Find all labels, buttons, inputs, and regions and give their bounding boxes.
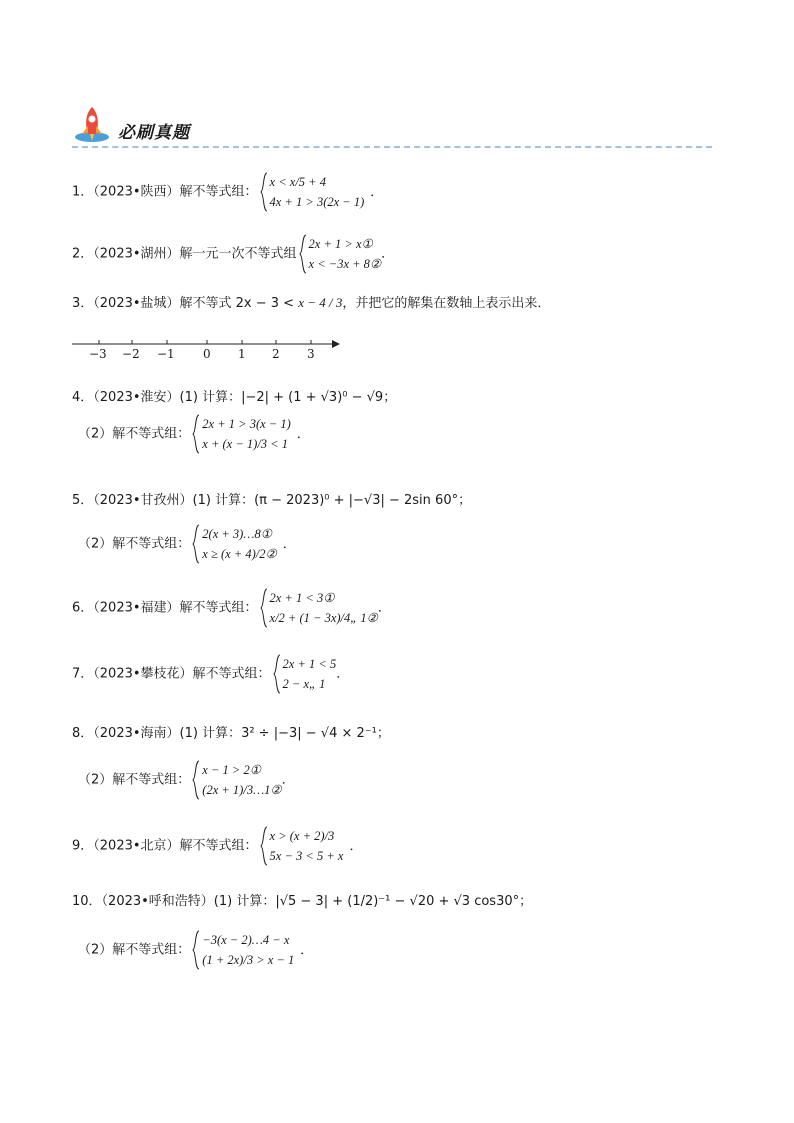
problem-5-ineq-2: x ≥ (x + 4)/2②	[202, 547, 277, 561]
tick-label: −1	[157, 347, 175, 361]
problem-7-ineq-2: 2 − x„ 1	[282, 677, 326, 691]
problem-10-ineq-2: (1 + 2x)/3 > x − 1	[202, 953, 295, 967]
problem-6-prefix: 6．（2023•福建）解不等式组：	[72, 600, 258, 616]
tick-label: 0	[203, 347, 211, 361]
problem-2-ineq-1: 2x + 1 > x①	[308, 237, 373, 251]
problem-10-prefix: 10．（2023•呼和浩特）(1) 计算：|√5 − 3| + (1/2)⁻¹ − √20 + √3 cos30°；	[72, 894, 533, 909]
problem-9-system	[260, 826, 344, 866]
problem-1-prefix: 1．（2023•陕西）解不等式组：	[72, 184, 258, 200]
problem-4-ineq-2: x + (x − 1)/3 < 1	[202, 437, 288, 451]
problem-7-ineq-1: 2x + 1 < 5	[282, 657, 337, 671]
header-divider	[72, 146, 712, 148]
tick-label: 2	[272, 347, 280, 361]
problem-1-ineq-1: x < x/5 + 4	[269, 175, 326, 189]
problem-3-prefix: 3．（2023•盐城）解不等式 2x − 3 <	[72, 296, 295, 311]
problem-9	[72, 826, 362, 866]
problem-4-prefix: 4．（2023•淮安）(1) 计算：|−2| + (1 + √3)⁰ − √9；	[72, 390, 397, 405]
problem-8-system	[192, 760, 281, 800]
problem-1-ineq-2: 4x + 1 > 3(2x − 1)	[269, 195, 365, 209]
tick-label: 3	[307, 347, 315, 361]
rocket-icon	[72, 104, 112, 144]
problem-6-system	[260, 588, 378, 628]
problem-2-system	[299, 234, 382, 274]
tick-label: −2	[122, 347, 140, 361]
number-line	[70, 334, 342, 364]
problem-5-sub: （2）解不等式组：	[78, 536, 191, 552]
problem-1	[72, 172, 383, 212]
problem-5-prefix: 5．（2023•甘孜州）(1) 计算：(π − 2023)⁰ + |−√3| − 2sin 60°；	[72, 493, 472, 508]
problem-9-ineq-2: 5x − 3 < 5 + x	[269, 849, 344, 863]
problem-3-suffix: ，并把它的解集在数轴上表示出来．	[342, 296, 551, 311]
problem-10-suffix: ．	[300, 942, 314, 958]
problem-10-ineq-1: −3(x − 2)…4 − x	[202, 933, 290, 947]
problem-9-ineq-1: x > (x + 2)/3	[269, 829, 335, 843]
problem-5-suffix: ．	[282, 536, 296, 552]
problem-4-part-1	[72, 386, 396, 405]
problem-2-ineq-2: x < −3x + 8②	[308, 257, 382, 271]
problem-8-part-1	[72, 722, 390, 741]
problem-5-part-2	[78, 524, 296, 564]
problem-5-part-1	[72, 489, 471, 508]
problem-6-ineq-1: 2x + 1 < 3①	[269, 591, 335, 605]
problem-10-part-1	[72, 890, 532, 909]
problem-3-fraction: x − 4 / 3	[298, 295, 343, 310]
problem-4-sub: （2）解不等式组：	[78, 426, 191, 442]
problem-7-system	[273, 654, 337, 694]
problem-10-sub: （2）解不等式组：	[78, 942, 191, 958]
problem-8-ineq-2: (2x + 1)/3…1②	[202, 783, 282, 797]
page-title: 必刷真题	[118, 123, 190, 143]
problem-5-system	[192, 524, 276, 564]
problem-1-system	[260, 172, 365, 212]
problem-8-sub: （2）解不等式组：	[78, 772, 191, 788]
problem-2-suffix: ．	[381, 246, 395, 262]
problem-9-suffix: ．	[349, 838, 363, 854]
problem-4-part-2	[78, 414, 310, 454]
problem-5-ineq-1: 2(x + 3)…8①	[202, 527, 272, 541]
tick-label: 1	[238, 347, 246, 361]
problem-6-suffix: ．	[377, 600, 391, 616]
problem-10-part-2	[78, 930, 313, 970]
problem-7-prefix: 7．（2023•攀枝花）解不等式组：	[72, 666, 271, 682]
problem-8-suffix: ．	[281, 772, 295, 788]
problem-10-system	[192, 930, 294, 970]
problem-2-prefix: 2．（2023•湖州）解一元一次不等式组	[72, 246, 297, 262]
problem-6-ineq-2: x/2 + (1 − 3x)/4„ 1②	[269, 611, 378, 625]
problem-2	[72, 234, 394, 274]
problem-8-ineq-1: x − 1 > 2①	[202, 763, 261, 777]
problem-9-prefix: 9．（2023•北京）解不等式组：	[72, 838, 258, 854]
problem-7	[72, 654, 349, 694]
problem-7-suffix: ．	[336, 666, 350, 682]
problem-3	[72, 292, 550, 311]
problem-4-suffix: ．	[296, 426, 310, 442]
problem-6	[72, 588, 391, 628]
problem-8-part-2	[78, 760, 295, 800]
problem-4-system	[192, 414, 290, 454]
problem-8-prefix: 8．（2023•海南）(1) 计算：3² ÷ |−3| − √4 × 2⁻¹；	[72, 726, 390, 741]
problem-4-ineq-1: 2x + 1 > 3(x − 1)	[202, 417, 291, 431]
problem-1-suffix: ．	[370, 184, 384, 200]
tick-label: −3	[89, 347, 107, 361]
